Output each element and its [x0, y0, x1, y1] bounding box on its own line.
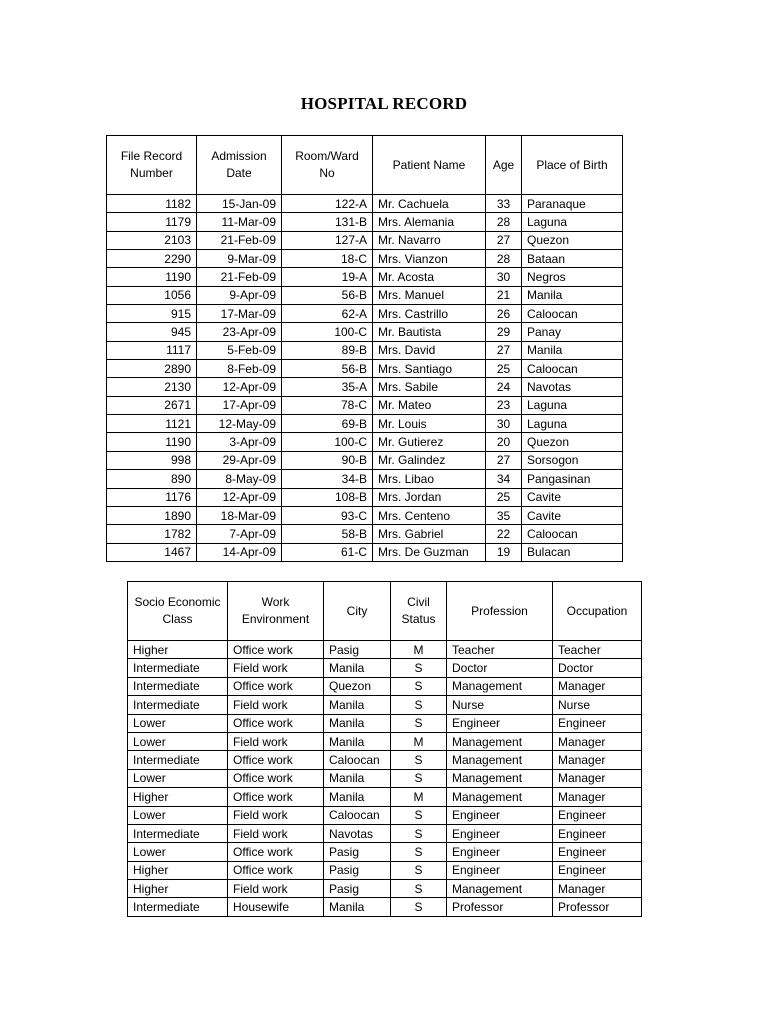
- cell-age: 28: [486, 250, 522, 268]
- records-header-row: [107, 136, 623, 195]
- cell-profession: Engineer: [447, 843, 553, 861]
- cell-city: Caloocan: [324, 806, 391, 824]
- cell-file-record-number: 2290: [107, 250, 197, 268]
- table-row: [107, 360, 623, 378]
- cell-work-environment: Office work: [228, 714, 324, 732]
- table-row: [128, 824, 642, 842]
- cell-room-ward-no: 131-B: [282, 213, 373, 231]
- cell-socio-economic-class: Intermediate: [128, 751, 228, 769]
- cell-age: 22: [486, 525, 522, 543]
- cell-profession: Engineer: [447, 824, 553, 842]
- header-city: City: [324, 582, 391, 641]
- cell-city: Manila: [324, 898, 391, 916]
- table-row: [107, 488, 623, 506]
- cell-profession: Management: [447, 880, 553, 898]
- cell-file-record-number: 890: [107, 470, 197, 488]
- cell-civil-status: S: [391, 806, 447, 824]
- cell-admission-date: 18-Mar-09: [197, 506, 282, 524]
- cell-room-ward-no: 61-C: [282, 543, 373, 561]
- cell-file-record-number: 998: [107, 451, 197, 469]
- cell-file-record-number: 1176: [107, 488, 197, 506]
- table-row: [107, 323, 623, 341]
- cell-room-ward-no: 127-A: [282, 231, 373, 249]
- cell-occupation: Manager: [553, 880, 642, 898]
- cell-socio-economic-class: Lower: [128, 769, 228, 787]
- cell-city: Manila: [324, 732, 391, 750]
- cell-age: 25: [486, 488, 522, 506]
- cell-socio-economic-class: Higher: [128, 861, 228, 879]
- cell-patient-name: Mrs. Manuel: [373, 286, 486, 304]
- header-admission-date: Admission Date: [197, 136, 282, 195]
- cell-room-ward-no: 35-A: [282, 378, 373, 396]
- cell-socio-economic-class: Intermediate: [128, 659, 228, 677]
- table-row: [128, 677, 642, 695]
- cell-file-record-number: 1121: [107, 415, 197, 433]
- cell-room-ward-no: 58-B: [282, 525, 373, 543]
- cell-occupation: Engineer: [553, 861, 642, 879]
- cell-age: 24: [486, 378, 522, 396]
- cell-socio-economic-class: Higher: [128, 788, 228, 806]
- cell-age: 23: [486, 396, 522, 414]
- cell-place-of-birth: Laguna: [522, 415, 623, 433]
- cell-age: 33: [486, 195, 522, 213]
- cell-socio-economic-class: Intermediate: [128, 696, 228, 714]
- table-row: [128, 714, 642, 732]
- cell-profession: Engineer: [447, 714, 553, 732]
- cell-socio-economic-class: Intermediate: [128, 898, 228, 916]
- cell-patient-name: Mr. Bautista: [373, 323, 486, 341]
- cell-place-of-birth: Quezon: [522, 433, 623, 451]
- cell-age: 20: [486, 433, 522, 451]
- cell-age: 30: [486, 268, 522, 286]
- table-row: [107, 268, 623, 286]
- cell-room-ward-no: 69-B: [282, 415, 373, 433]
- cell-profession: Management: [447, 677, 553, 695]
- cell-admission-date: 23-Apr-09: [197, 323, 282, 341]
- table-row: [107, 378, 623, 396]
- cell-profession: Teacher: [447, 641, 553, 659]
- cell-civil-status: S: [391, 861, 447, 879]
- cell-work-environment: Field work: [228, 824, 324, 842]
- header-occupation: Occupation: [553, 582, 642, 641]
- cell-room-ward-no: 18-C: [282, 250, 373, 268]
- cell-civil-status: S: [391, 769, 447, 787]
- table-row: [107, 396, 623, 414]
- cell-work-environment: Office work: [228, 751, 324, 769]
- cell-room-ward-no: 56-B: [282, 360, 373, 378]
- cell-place-of-birth: Quezon: [522, 231, 623, 249]
- cell-age: 27: [486, 451, 522, 469]
- table-row: [128, 659, 642, 677]
- cell-patient-name: Mrs. Sabile: [373, 378, 486, 396]
- cell-admission-date: 8-Feb-09: [197, 360, 282, 378]
- cell-civil-status: S: [391, 677, 447, 695]
- cell-work-environment: Field work: [228, 880, 324, 898]
- cell-work-environment: Office work: [228, 788, 324, 806]
- cell-admission-date: 8-May-09: [197, 470, 282, 488]
- cell-admission-date: 9-Apr-09: [197, 286, 282, 304]
- cell-civil-status: M: [391, 732, 447, 750]
- table-row: [107, 213, 623, 231]
- cell-city: Manila: [324, 659, 391, 677]
- table-row: [128, 769, 642, 787]
- cell-place-of-birth: Cavite: [522, 488, 623, 506]
- cell-age: 29: [486, 323, 522, 341]
- table-row: [128, 696, 642, 714]
- cell-place-of-birth: Negros: [522, 268, 623, 286]
- cell-occupation: Manager: [553, 677, 642, 695]
- cell-occupation: Engineer: [553, 806, 642, 824]
- cell-file-record-number: 1182: [107, 195, 197, 213]
- cell-room-ward-no: 100-C: [282, 323, 373, 341]
- cell-civil-status: S: [391, 898, 447, 916]
- cell-profession: Management: [447, 788, 553, 806]
- cell-admission-date: 7-Apr-09: [197, 525, 282, 543]
- cell-socio-economic-class: Lower: [128, 843, 228, 861]
- cell-patient-name: Mrs. David: [373, 341, 486, 359]
- hospital-records-table: [106, 135, 623, 562]
- cell-age: 27: [486, 231, 522, 249]
- cell-profession: Nurse: [447, 696, 553, 714]
- cell-socio-economic-class: Higher: [128, 880, 228, 898]
- table-row: [107, 525, 623, 543]
- cell-place-of-birth: Panay: [522, 323, 623, 341]
- cell-room-ward-no: 122-A: [282, 195, 373, 213]
- cell-patient-name: Mr. Gutierez: [373, 433, 486, 451]
- cell-room-ward-no: 89-B: [282, 341, 373, 359]
- cell-age: 30: [486, 415, 522, 433]
- cell-civil-status: S: [391, 880, 447, 898]
- cell-civil-status: S: [391, 659, 447, 677]
- cell-place-of-birth: Caloocan: [522, 305, 623, 323]
- cell-work-environment: Office work: [228, 861, 324, 879]
- cell-admission-date: 21-Feb-09: [197, 268, 282, 286]
- cell-age: 27: [486, 341, 522, 359]
- cell-room-ward-no: 93-C: [282, 506, 373, 524]
- cell-civil-status: S: [391, 714, 447, 732]
- cell-patient-name: Mr. Navarro: [373, 231, 486, 249]
- cell-admission-date: 14-Apr-09: [197, 543, 282, 561]
- cell-city: Pasig: [324, 861, 391, 879]
- cell-room-ward-no: 19-A: [282, 268, 373, 286]
- cell-admission-date: 17-Mar-09: [197, 305, 282, 323]
- cell-file-record-number: 945: [107, 323, 197, 341]
- cell-work-environment: Office work: [228, 677, 324, 695]
- cell-profession: Management: [447, 751, 553, 769]
- table-row: [107, 286, 623, 304]
- cell-room-ward-no: 62-A: [282, 305, 373, 323]
- header-profession: Profession: [447, 582, 553, 641]
- table-row: [128, 843, 642, 861]
- cell-occupation: Manager: [553, 751, 642, 769]
- cell-file-record-number: 1890: [107, 506, 197, 524]
- cell-place-of-birth: Navotas: [522, 378, 623, 396]
- cell-file-record-number: 2103: [107, 231, 197, 249]
- cell-work-environment: Office work: [228, 843, 324, 861]
- cell-work-environment: Office work: [228, 769, 324, 787]
- cell-place-of-birth: Pangasinan: [522, 470, 623, 488]
- table-row: [128, 880, 642, 898]
- cell-civil-status: M: [391, 788, 447, 806]
- cell-age: 26: [486, 305, 522, 323]
- cell-patient-name: Mrs. Libao: [373, 470, 486, 488]
- cell-file-record-number: 1190: [107, 268, 197, 286]
- cell-socio-economic-class: Higher: [128, 641, 228, 659]
- cell-admission-date: 11-Mar-09: [197, 213, 282, 231]
- cell-admission-date: 12-May-09: [197, 415, 282, 433]
- table-row: [107, 415, 623, 433]
- table-row: [128, 806, 642, 824]
- cell-work-environment: Office work: [228, 641, 324, 659]
- table-row: [128, 732, 642, 750]
- table-row: [128, 788, 642, 806]
- cell-file-record-number: 2130: [107, 378, 197, 396]
- cell-patient-name: Mrs. Santiago: [373, 360, 486, 378]
- cell-place-of-birth: Paranaque: [522, 195, 623, 213]
- cell-place-of-birth: Bulacan: [522, 543, 623, 561]
- header-civil-status: Civil Status: [391, 582, 447, 641]
- cell-civil-status: S: [391, 824, 447, 842]
- header-room-ward-no: Room/Ward No: [282, 136, 373, 195]
- cell-city: Pasig: [324, 843, 391, 861]
- page-title: HOSPITAL RECORD: [300, 94, 468, 113]
- cell-occupation: Doctor: [553, 659, 642, 677]
- cell-place-of-birth: Manila: [522, 341, 623, 359]
- cell-patient-name: Mr. Galindez: [373, 451, 486, 469]
- cell-socio-economic-class: Intermediate: [128, 677, 228, 695]
- cell-admission-date: 15-Jan-09: [197, 195, 282, 213]
- cell-admission-date: 9-Mar-09: [197, 250, 282, 268]
- table-row: [107, 250, 623, 268]
- cell-admission-date: 21-Feb-09: [197, 231, 282, 249]
- cell-room-ward-no: 34-B: [282, 470, 373, 488]
- cell-occupation: Nurse: [553, 696, 642, 714]
- cell-city: Manila: [324, 769, 391, 787]
- cell-city: Manila: [324, 788, 391, 806]
- cell-file-record-number: 2890: [107, 360, 197, 378]
- cell-age: 21: [486, 286, 522, 304]
- table-row: [107, 195, 623, 213]
- header-place-of-birth: Place of Birth: [522, 136, 623, 195]
- cell-admission-date: 3-Apr-09: [197, 433, 282, 451]
- cell-place-of-birth: Laguna: [522, 213, 623, 231]
- cell-patient-name: Mrs. Centeno: [373, 506, 486, 524]
- cell-patient-name: Mr. Acosta: [373, 268, 486, 286]
- cell-file-record-number: 1467: [107, 543, 197, 561]
- cell-file-record-number: 1117: [107, 341, 197, 359]
- cell-patient-name: Mrs. De Guzman: [373, 543, 486, 561]
- cell-civil-status: S: [391, 696, 447, 714]
- cell-room-ward-no: 78-C: [282, 396, 373, 414]
- cell-civil-status: S: [391, 843, 447, 861]
- cell-file-record-number: 1190: [107, 433, 197, 451]
- cell-profession: Management: [447, 769, 553, 787]
- cell-room-ward-no: 100-C: [282, 433, 373, 451]
- cell-place-of-birth: Bataan: [522, 250, 623, 268]
- cell-city: Quezon: [324, 677, 391, 695]
- cell-socio-economic-class: Lower: [128, 806, 228, 824]
- table-row: [107, 470, 623, 488]
- table-row: [107, 433, 623, 451]
- table-row: [107, 305, 623, 323]
- cell-age: 28: [486, 213, 522, 231]
- table-row: [107, 506, 623, 524]
- cell-city: Manila: [324, 696, 391, 714]
- cell-profession: Doctor: [447, 659, 553, 677]
- cell-patient-name: Mrs. Jordan: [373, 488, 486, 506]
- cell-patient-name: Mrs. Castrillo: [373, 305, 486, 323]
- cell-age: 19: [486, 543, 522, 561]
- cell-place-of-birth: Sorsogon: [522, 451, 623, 469]
- cell-profession: Engineer: [447, 806, 553, 824]
- cell-file-record-number: 2671: [107, 396, 197, 414]
- cell-patient-name: Mrs. Alemania: [373, 213, 486, 231]
- cell-file-record-number: 1179: [107, 213, 197, 231]
- cell-city: Navotas: [324, 824, 391, 842]
- cell-patient-name: Mr. Mateo: [373, 396, 486, 414]
- cell-occupation: Manager: [553, 732, 642, 750]
- cell-work-environment: Field work: [228, 806, 324, 824]
- cell-age: 25: [486, 360, 522, 378]
- cell-room-ward-no: 108-B: [282, 488, 373, 506]
- table-row: [128, 751, 642, 769]
- cell-work-environment: Field work: [228, 659, 324, 677]
- cell-work-environment: Field work: [228, 732, 324, 750]
- cell-file-record-number: 915: [107, 305, 197, 323]
- cell-admission-date: 5-Feb-09: [197, 341, 282, 359]
- cell-civil-status: M: [391, 641, 447, 659]
- cell-admission-date: 12-Apr-09: [197, 378, 282, 396]
- cell-file-record-number: 1056: [107, 286, 197, 304]
- cell-city: Pasig: [324, 880, 391, 898]
- table-row: [107, 543, 623, 561]
- cell-place-of-birth: Caloocan: [522, 360, 623, 378]
- cell-admission-date: 12-Apr-09: [197, 488, 282, 506]
- socio-header-row: [128, 582, 642, 641]
- cell-city: Caloocan: [324, 751, 391, 769]
- socio-economic-table: [127, 581, 642, 917]
- cell-place-of-birth: Cavite: [522, 506, 623, 524]
- table-row: [107, 341, 623, 359]
- cell-age: 34: [486, 470, 522, 488]
- cell-occupation: Manager: [553, 788, 642, 806]
- table-row: [128, 641, 642, 659]
- header-socio-economic-class: Socio Economic Class: [128, 582, 228, 641]
- cell-profession: Management: [447, 732, 553, 750]
- cell-admission-date: 29-Apr-09: [197, 451, 282, 469]
- header-work-environment: Work Environment: [228, 582, 324, 641]
- cell-city: Pasig: [324, 641, 391, 659]
- cell-occupation: Professor: [553, 898, 642, 916]
- cell-occupation: Manager: [553, 769, 642, 787]
- cell-patient-name: Mrs. Vianzon: [373, 250, 486, 268]
- cell-place-of-birth: Manila: [522, 286, 623, 304]
- cell-occupation: Engineer: [553, 714, 642, 732]
- cell-age: 35: [486, 506, 522, 524]
- table-row: [107, 451, 623, 469]
- cell-occupation: Teacher: [553, 641, 642, 659]
- cell-room-ward-no: 56-B: [282, 286, 373, 304]
- cell-admission-date: 17-Apr-09: [197, 396, 282, 414]
- header-age: Age: [486, 136, 522, 195]
- header-patient-name: Patient Name: [373, 136, 486, 195]
- cell-work-environment: Housewife: [228, 898, 324, 916]
- cell-file-record-number: 1782: [107, 525, 197, 543]
- table-row: [107, 231, 623, 249]
- cell-socio-economic-class: Intermediate: [128, 824, 228, 842]
- cell-city: Manila: [324, 714, 391, 732]
- cell-place-of-birth: Caloocan: [522, 525, 623, 543]
- cell-occupation: Engineer: [553, 824, 642, 842]
- cell-room-ward-no: 90-B: [282, 451, 373, 469]
- cell-patient-name: Mrs. Gabriel: [373, 525, 486, 543]
- cell-occupation: Engineer: [553, 843, 642, 861]
- cell-work-environment: Field work: [228, 696, 324, 714]
- cell-socio-economic-class: Lower: [128, 732, 228, 750]
- cell-profession: Engineer: [447, 861, 553, 879]
- table-row: [128, 861, 642, 879]
- table-row: [128, 898, 642, 916]
- cell-profession: Professor: [447, 898, 553, 916]
- cell-socio-economic-class: Lower: [128, 714, 228, 732]
- cell-civil-status: S: [391, 751, 447, 769]
- cell-place-of-birth: Laguna: [522, 396, 623, 414]
- cell-patient-name: Mr. Louis: [373, 415, 486, 433]
- header-file-record-number: File Record Number: [107, 136, 197, 195]
- cell-patient-name: Mr. Cachuela: [373, 195, 486, 213]
